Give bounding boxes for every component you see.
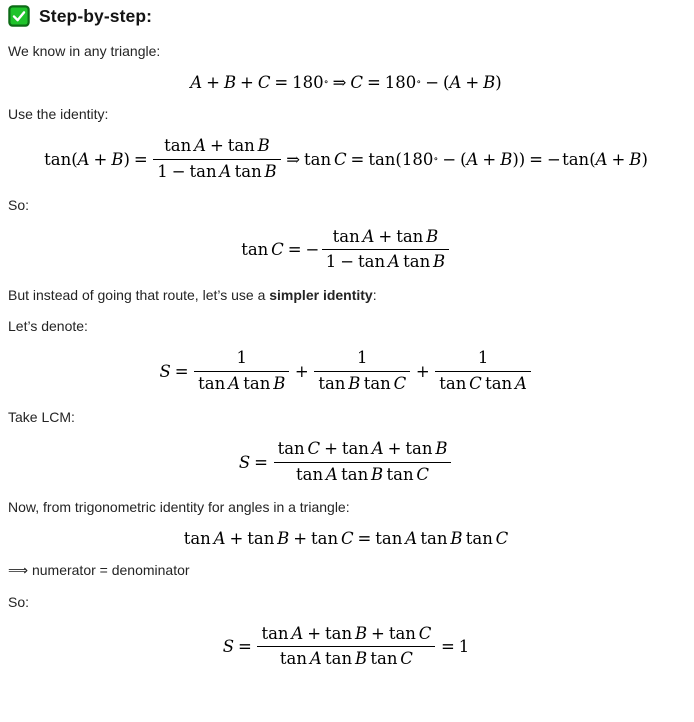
fraction-numerator: tan A + tan B [322, 227, 449, 251]
fraction-denominator: tan A tan B [198, 374, 286, 394]
checkmark-icon [8, 5, 30, 27]
equation-s-lcm: S = $\frac{\text{tan C + tan A + tan B}}{\text{tan A tan B tan C}}$ [8, 439, 684, 485]
section-header [8, 5, 684, 27]
simpler-identity-bold: simpler identity [269, 287, 373, 304]
paragraph-so-1: So: [8, 196, 30, 213]
paragraph-but-instead [8, 286, 684, 304]
equation-tan-c: tan C = − $\frac{\text{tan A + tan B}}{\text{1 − tan A tan B}}$ [8, 227, 684, 273]
paragraph-numerator-denominator: ⟹ numerator = denominator [8, 562, 190, 579]
equation-tangent-sum-product-identity: tan A + tan B + tan C = tan A tan B tan C [183, 529, 509, 549]
fraction-numerator: 1 [194, 348, 289, 372]
fraction [314, 348, 410, 394]
fraction [322, 227, 449, 273]
fraction-denominator: 1 − tan A tan B [325, 252, 446, 272]
but-instead-prefix: But instead of going that route, let’s use a [8, 287, 270, 304]
fraction [435, 348, 531, 394]
equation-s-definition: S = $\frac{1}{\text{tan A tan B}}$ + $\frac{1}{\text{tan B tan C}}$ + $\frac{1}{\text{tan C tan A}}$ [8, 348, 684, 394]
paragraph-now-identity: Now, from trigonometric identity for angles in a triangle: [8, 499, 350, 516]
equation-tan-addition-identity: tan ( A + B ) = $\frac{\text{tan A + tan B}}{\text{1 − tan A tan B}}$ ⇒ tan C = tan ( 180 ∘ − ( A + B )) = − tan ( A + B ) [44, 136, 648, 181]
but-instead-suffix: : [372, 287, 377, 304]
fraction-numerator: tan C + tan A + tan B [274, 439, 452, 463]
fraction-denominator: 1 − tan A tan B [157, 162, 277, 181]
fraction-numerator: 1 [314, 348, 410, 372]
equation-s-equals-one: S = $\frac{\text{tan A + tan B + tan C}}{\text{tan A tan B tan C}}$ = 1 [222, 623, 470, 669]
fraction-denominator: tan A tan B tan C [296, 464, 430, 484]
paragraph-know-triangle: We know in any triangle: [8, 43, 161, 59]
fraction-denominator: tan B tan C [318, 374, 407, 394]
paragraph-use-identity: Use the identity: [8, 106, 109, 123]
fraction-denominator: tan A tan B tan C [279, 649, 413, 669]
paragraph-take-lcm: Take LCM: [8, 408, 75, 425]
paragraph-denote: Let’s denote: [8, 318, 88, 335]
equation-angle-sum: A + B + C = 180 ∘ ⇒ C = 180 ∘ − ( A + B ) [190, 73, 502, 93]
fraction-numerator: tan A + tan B + tan C [257, 624, 435, 648]
section-title: Step-by-step: [39, 5, 153, 26]
fraction-denominator: tan C tan A [439, 374, 527, 394]
fraction [257, 624, 435, 670]
paragraph-so-2: So: [8, 593, 30, 610]
fraction-numerator: 1 [435, 348, 531, 372]
fraction [153, 136, 280, 182]
fraction [274, 439, 452, 485]
fraction-numerator: tan A + tan B [153, 136, 280, 160]
checkmark-box [9, 6, 28, 25]
fraction [194, 348, 289, 394]
